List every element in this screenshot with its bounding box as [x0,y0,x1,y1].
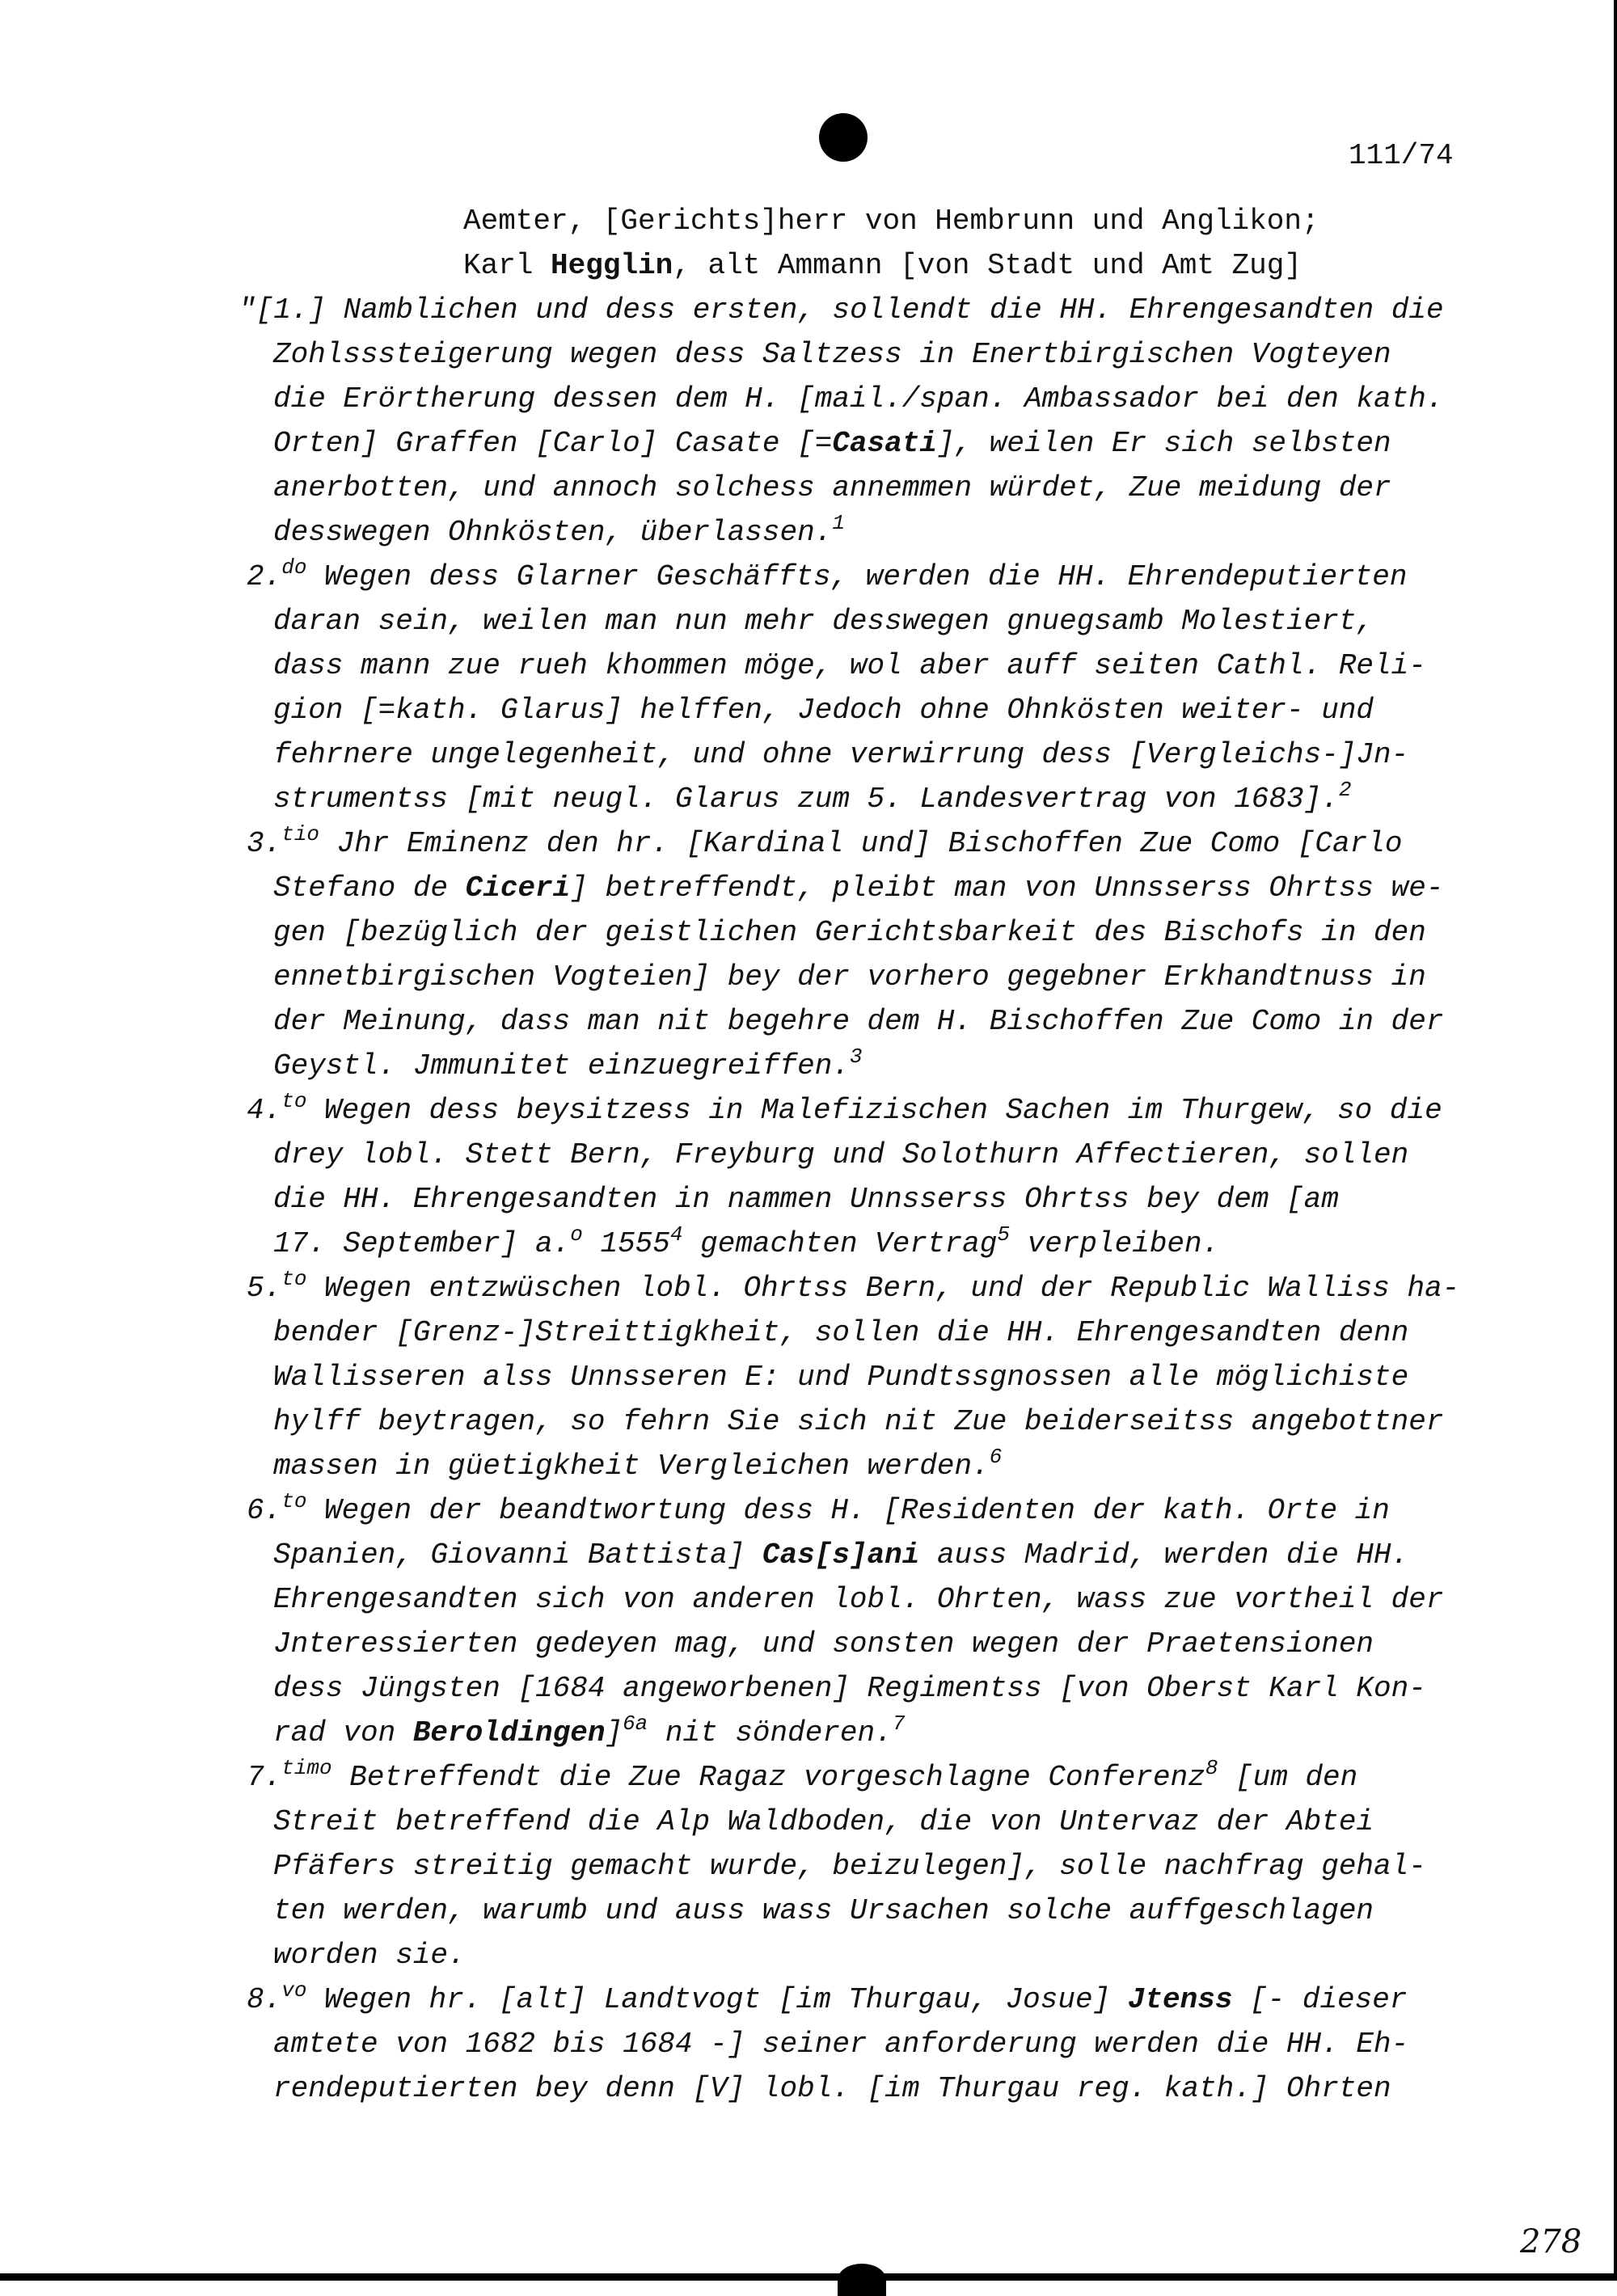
text-run: Wegen dess Glarner Geschäffts, werden die HH. Ehrendeputierten [306,560,1408,593]
bold-name: Ciceri [465,872,571,905]
text-run: , alt Ammann [von Stadt und Amt Zug] [673,249,1302,282]
text-run: ennetbirgischen Vogteien] bey der vorhero gegebner Erkhandtnuss in [273,960,1426,994]
text-run: Wegen entzwüschen lobl. Ohrtss Bern, und der Republic Walliss ha- [306,1272,1460,1305]
text-run: hylff beytragen, so fehrn Sie sich nit Zue beiderseitss angebottner [273,1405,1444,1438]
bold-name: Beroldingen [412,1716,606,1749]
superscript: to [281,1489,307,1513]
text-run: Wegen der beandtwortung dess H. [Residenten der kath. Orte in [306,1494,1390,1527]
body-line [273,1893,1374,1929]
body-line [273,1849,1426,1884]
item-start-line [239,293,1444,328]
text-run: anerbotten, und annoch solchess annemmen würdet, Zue meidung der [273,471,1391,504]
text-run: verpleiben. [1010,1227,1220,1260]
text-run: gemachten Vertrag [682,1227,998,1260]
punch-hole-bottom [838,2264,886,2296]
body-line [273,915,1426,951]
text-run: die HH. Ehrengesandten in nammen Unnsserss Ohrtss bey dem [am [273,1183,1339,1216]
text-run: 8. [247,1983,282,2016]
bold-name: Casati [832,427,937,460]
text-run: Karl [463,249,551,282]
superscript: 4 [669,1222,683,1247]
text-run: Wegen dess beysitzess in Malefizischen Sachen im Thurgew, so die [306,1094,1442,1127]
punch-hole [819,113,868,162]
text-run: Geystl. Jmmunitet einzuegreiffen. [273,1049,850,1083]
text-run: Orten] Graffen [Carlo] Casate [= [273,427,833,460]
text-run: Jnteressierten gedeyen mag, und sonsten wegen der Praetensionen [273,1627,1374,1661]
superscript: to [281,1089,307,1113]
body-line [273,426,1391,462]
body-line [273,1315,1408,1351]
body-line [273,1445,1003,1484]
text-run: amtete von 1682 bis 1684 -] seiner anforderung werden die HH. Eh- [273,2028,1409,2061]
text-run: 5. [247,1272,282,1305]
superscript: vo [281,1978,307,2003]
text-run: 1555 [582,1227,670,1260]
item-start-line [247,1089,1442,1129]
body-line [273,778,1352,817]
text-run: fehrnere ungelegenheit, und ohne verwirrung dess [Vergleichs-]Jn- [273,738,1409,771]
text-run: rad von [273,1716,413,1749]
body-line [273,1804,1374,1840]
text-run: Ehrengesandten sich von anderen lobl. Ohrten, wass zue vortheil der [273,1583,1444,1616]
text-run: nit sönderen. [648,1716,893,1749]
body-line [273,1182,1339,1218]
superscript: 7 [892,1711,906,1736]
body-line [273,2071,1391,2107]
body-line [273,1045,863,1084]
body-line [273,1222,1220,1262]
body-line [273,604,1374,639]
text-run: strumentss [mit neugl. Glarus zum 5. Landesvertrag von 1683]. [273,783,1339,816]
text-run: ten werden, warumb und auss wass Ursachen solche auffgeschlagen [273,1894,1374,1927]
text-run: gion [=kath. Glarus] helffen, Jedoch ohne Ohnkösten weiter- und [273,694,1374,727]
bold-name: Cas[s]ani [762,1538,920,1572]
body-line [273,337,1391,373]
text-run: auss Madrid, werden die HH. [919,1538,1409,1572]
text-run: worden sie. [273,1939,466,1972]
superscript: 6 [989,1445,1003,1469]
body-line [273,1360,1408,1395]
text-run: Betreffendt die Zue Ragaz vorgeschlagne Conferenz [331,1761,1205,1794]
text-run: Wallisseren alss Unnsseren E: und Pundtssgnossen alle möglichiste [273,1361,1409,1394]
body-line [273,1538,1408,1573]
superscript: 3 [849,1045,863,1069]
page-number: 111/74 [1349,139,1454,172]
text-run: rendeputierten bey denn [V] lobl. [im Thurgau reg. kath.] Ohrten [273,2072,1391,2105]
superscript: 8 [1205,1756,1218,1780]
text-run: 7. [247,1761,282,1794]
text-run: dess Jüngsten [1684 angeworbenen] Regimentss [von Oberst Karl Kon- [273,1672,1426,1705]
header-line [463,248,1302,284]
body-line [273,737,1408,773]
body-line [273,1671,1426,1707]
text-run: 6. [247,1494,282,1527]
superscript: 5 [997,1222,1010,1247]
item-start-line [247,1489,1390,1529]
item-start-line [247,1756,1358,1796]
text-run: Streit betreffend die Alp Waldboden, die von Untervaz der Abtei [273,1805,1374,1838]
body-line [273,693,1374,728]
text-run: Spanien, Giovanni Battista] [273,1538,762,1572]
body-line [273,871,1443,906]
text-run: gen [bezüglich der geistlichen Gerichtsbarkeit des Bischofs in den [273,916,1426,949]
body-line [273,2027,1408,2062]
text-run: desswegen Ohnkösten, überlassen. [273,516,833,549]
superscript: 6a [623,1711,648,1736]
superscript: tio [281,822,320,846]
item-start-line [247,1267,1460,1306]
text-run: dass mann zue rueh khommen möge, wol aber auff seiten Cathl. Reli- [273,649,1426,682]
body-line [273,1627,1374,1662]
superscript: 1 [832,511,845,535]
text-run: der Meinung, dass man nit begehre dem H. Bischoffen Zue Como in der [273,1005,1444,1038]
text-run: 17. September] a. [273,1227,571,1260]
body-line [273,960,1426,995]
text-run: 3. [247,827,282,860]
superscript: do [281,555,307,580]
body-line [273,511,845,551]
text-run: 4. [247,1094,282,1127]
text-run: ] [605,1716,623,1749]
superscript: timo [281,1756,332,1780]
body-line [273,471,1391,506]
item-start-line [247,822,1403,862]
text-run: Jhr Eminenz den hr. [Kardinal und] Bischoffen Zue Como [Carlo [319,827,1403,860]
text-run: daran sein, weilen man nun mehr desswegen gnuegsamb Molestiert, [273,605,1374,638]
header-line [463,204,1319,239]
body-line [273,648,1426,684]
body-line [273,1711,906,1751]
bold-name: Hegglin [551,249,673,282]
text-run: Stefano de [273,872,466,905]
body-line [273,1137,1408,1173]
text-run: drey lobl. Stett Bern, Freyburg und Solothurn Affectieren, sollen [273,1138,1409,1171]
text-run: bender [Grenz-]Streittigkheit, sollen die HH. Ehrengesandten denn [273,1316,1409,1349]
text-run: Zohlsssteigerung wegen dess Saltzess in Enertbirgischen Vogteyen [273,338,1391,371]
text-run: ], weilen Er sich selbsten [936,427,1391,460]
text-run: [um den [1218,1761,1358,1794]
bold-name: Jtenss [1127,1983,1233,2016]
body-line [273,382,1443,417]
text-run: die Erörtherung dessen dem H. [mail./span. Ambassador bei den kath. [273,382,1444,416]
text-run: Pfäfers streitig gemacht wurde, beizulegen], solle nachfrag gehal- [273,1850,1426,1883]
text-run: 2. [247,560,282,593]
body-line [273,1404,1443,1440]
item-start-line [247,555,1408,595]
text-run: massen in güetigkheit Vergleichen werden. [273,1450,990,1483]
superscript: 2 [1338,778,1352,802]
handwritten-folio-number: 278 [1520,2223,1582,2260]
body-line [273,1582,1443,1618]
text-run: [- dieser [1232,1983,1408,2016]
item-start-line [247,1978,1408,2018]
body-line [273,1938,466,1973]
text-run: ] betreffendt, pleibt man von Unnsserss Ohrtss we- [570,872,1444,905]
body-line [273,1004,1443,1040]
text-run: Aemter, [Gerichts]herr von Hembrunn und Anglikon; [463,205,1319,238]
superscript: to [281,1267,307,1291]
superscript: o [570,1222,583,1247]
text-run: "[1.] Namblichen und dess ersten, sollendt die HH. Ehrengesandten die [239,293,1444,327]
text-run: Wegen hr. [alt] Landtvogt [im Thurgau, Josue] [306,1983,1128,2016]
